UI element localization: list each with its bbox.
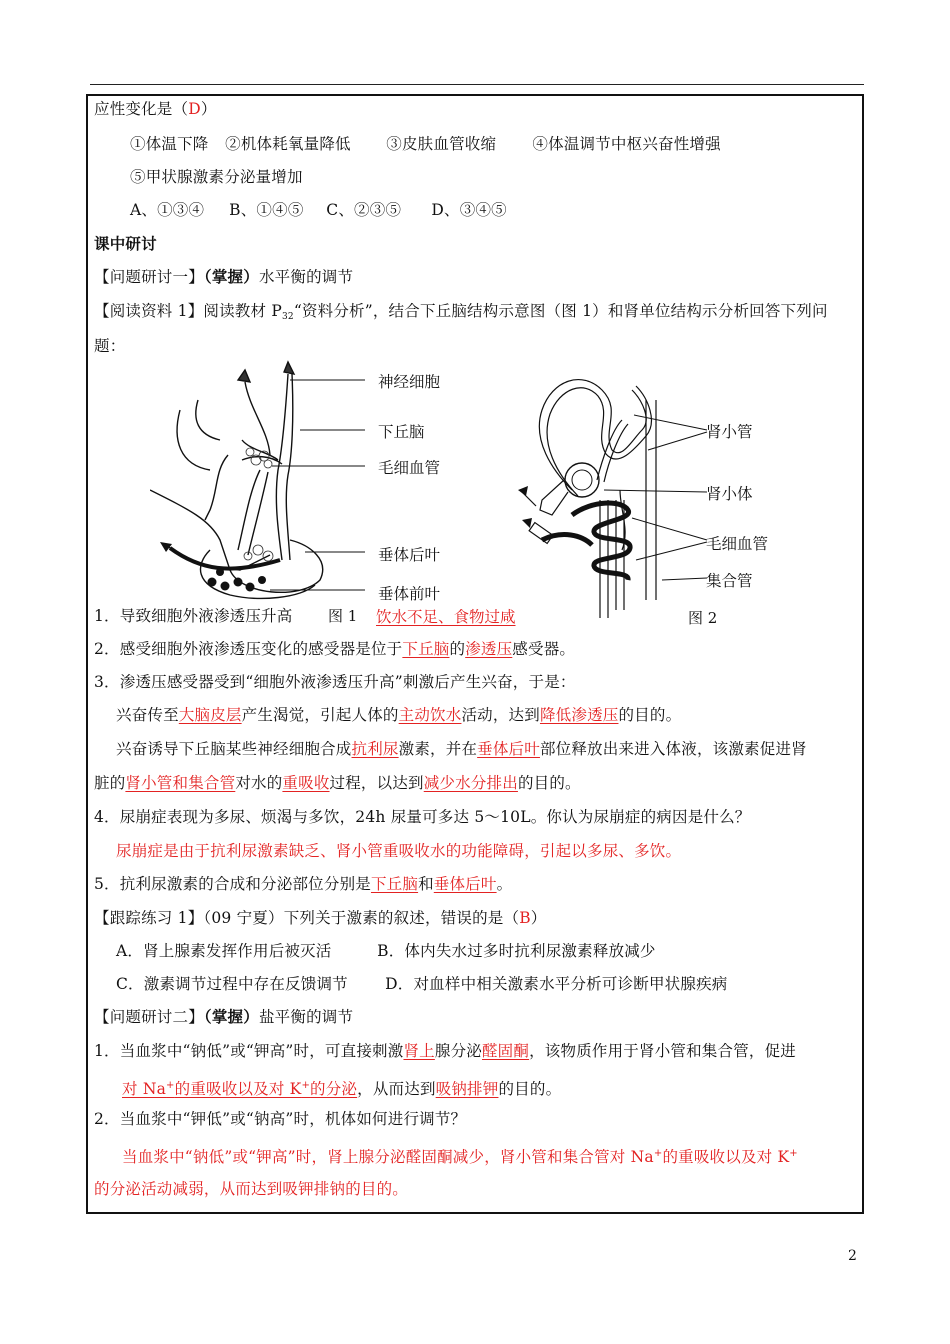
figure-2-label-capillary: 毛细血管 — [706, 535, 769, 553]
reading-material-cont: 题： — [94, 337, 126, 355]
figure-2-label-collecting-duct: 集合管 — [706, 572, 753, 590]
salt-question-2-answer: 当血浆中“钠低”或“钾高”时，肾上腺分泌醛固酮减少，肾小管和集合管对 Na+的重吸收以及对 K+ — [122, 1148, 798, 1166]
figure-1-hypothalamus-diagram — [150, 360, 365, 610]
salt-question-1: 1．当血浆中“钠低”或“钾高”时，可直接刺激肾上腺分泌醛固酮，该物质作用于肾小管和集合管，促进 — [94, 1042, 796, 1060]
topic-1-heading: 【问题研讨一】（掌握）水平衡的调节 — [94, 267, 354, 286]
question-3-line-4: 脏的肾小管和集合管对水的重吸收过程，以达到减少水分排出的目的。 — [94, 774, 581, 792]
salt-question-1-line-2: 对 Na+的重吸收以及对 K+的分泌，从而达到吸钠排钾的目的。 — [122, 1080, 562, 1098]
prev-question-option-5: ⑤甲状腺激素分泌量增加 — [130, 168, 303, 186]
figure-1-label-anterior-pituitary: 垂体前叶 — [378, 585, 441, 603]
header-rule — [90, 84, 864, 85]
practice-1-options-cd: C．激素调节过程中存在反馈调节 D．对血样中相关激素水平分析可诊断甲状腺疾病 — [116, 975, 728, 993]
section-title: 课中研讨 — [94, 234, 157, 253]
practice-1-stem: 【跟踪练习 1】（09 宁夏）下列关于激素的叙述，错误的是（B） — [94, 909, 547, 927]
practice-1-options-ab: A．肾上腺素发挥作用后被灭活 B．体内失水过多时抗利尿激素释放减少 — [116, 942, 656, 960]
question-3-line-3: 兴奋诱导下丘脑某些神经细胞合成抗利尿激素，并在垂体后叶部位释放出来进入体液，该激素促进肾 — [116, 740, 807, 758]
salt-question-2: 2．当血浆中“钾低”或“钠高”时，机体如何进行调节？ — [94, 1110, 467, 1128]
question-4: 4．尿崩症表现为多尿、烦渴与多饮，24h 尿量可多达 5～10L。你认为尿崩症的病因是什么？ — [94, 808, 751, 826]
figure-1-caption: 图 1 — [328, 607, 358, 625]
question-2: 2．感受细胞外液渗透压变化的感受器是位于下丘脑的渗透压感受器。 — [94, 640, 576, 658]
topic-2-heading: 【问题研讨二】（掌握）盐平衡的调节 — [94, 1007, 354, 1026]
figure-1-label-capillary: 毛细血管 — [378, 459, 441, 477]
figure-1-label-posterior-pituitary: 垂体后叶 — [378, 546, 441, 564]
figure-2-caption: 图 2 — [688, 609, 718, 627]
figure-1-label-neuron: 神经细胞 — [378, 373, 441, 391]
figure-2-label-renal-corpuscle: 肾小体 — [706, 485, 753, 503]
question-3-line-2: 兴奋传至大脑皮层产生渴觉，引起人体的主动饮水活动，达到降低渗透压的目的。 — [116, 706, 682, 724]
figure-2-label-renal-tubule: 肾小管 — [706, 423, 753, 441]
salt-question-2-answer-cont: 的分泌活动减弱，从而达到吸钾排钠的目的。 — [94, 1180, 409, 1198]
figure-2-nephron-diagram — [512, 360, 712, 618]
question-4-answer: 尿崩症是由于抗利尿激素缺乏、肾小管重吸收水的功能障碍，引起以多尿、多饮。 — [116, 842, 682, 860]
prev-question-options: ①体温下降 ②机体耗氧量降低 ③皮肤血管收缩 ④体温调节中枢兴奋性增强 — [130, 135, 721, 153]
reading-material: 【阅读资料 1】阅读教材 $P_{32}“$资料分析”，结合下丘脑结构示意图（图 1）和肾单位结构示分析回答下列问 — [94, 302, 828, 322]
question-3: 3．渗透压感受器受到“细胞外液渗透压升高”刺激后产生兴奋，于是： — [94, 673, 576, 691]
question-5: 5．抗利尿激素的合成和分泌部位分别是下丘脑和垂体后叶。 — [94, 875, 513, 893]
figure-1-label-hypothalamus: 下丘脑 — [378, 423, 425, 441]
prev-question-stem: 应性变化是（D） — [94, 100, 217, 118]
prev-question-choices: A、①③④ B、①④⑤ C、②③⑤ D、③④⑤ — [130, 201, 507, 219]
question-1: 1．导致细胞外液渗透压升高 — [94, 607, 293, 625]
question-1-answer: 饮水不足、食物过咸 — [376, 608, 516, 626]
page-number: 2 — [848, 1248, 857, 1264]
